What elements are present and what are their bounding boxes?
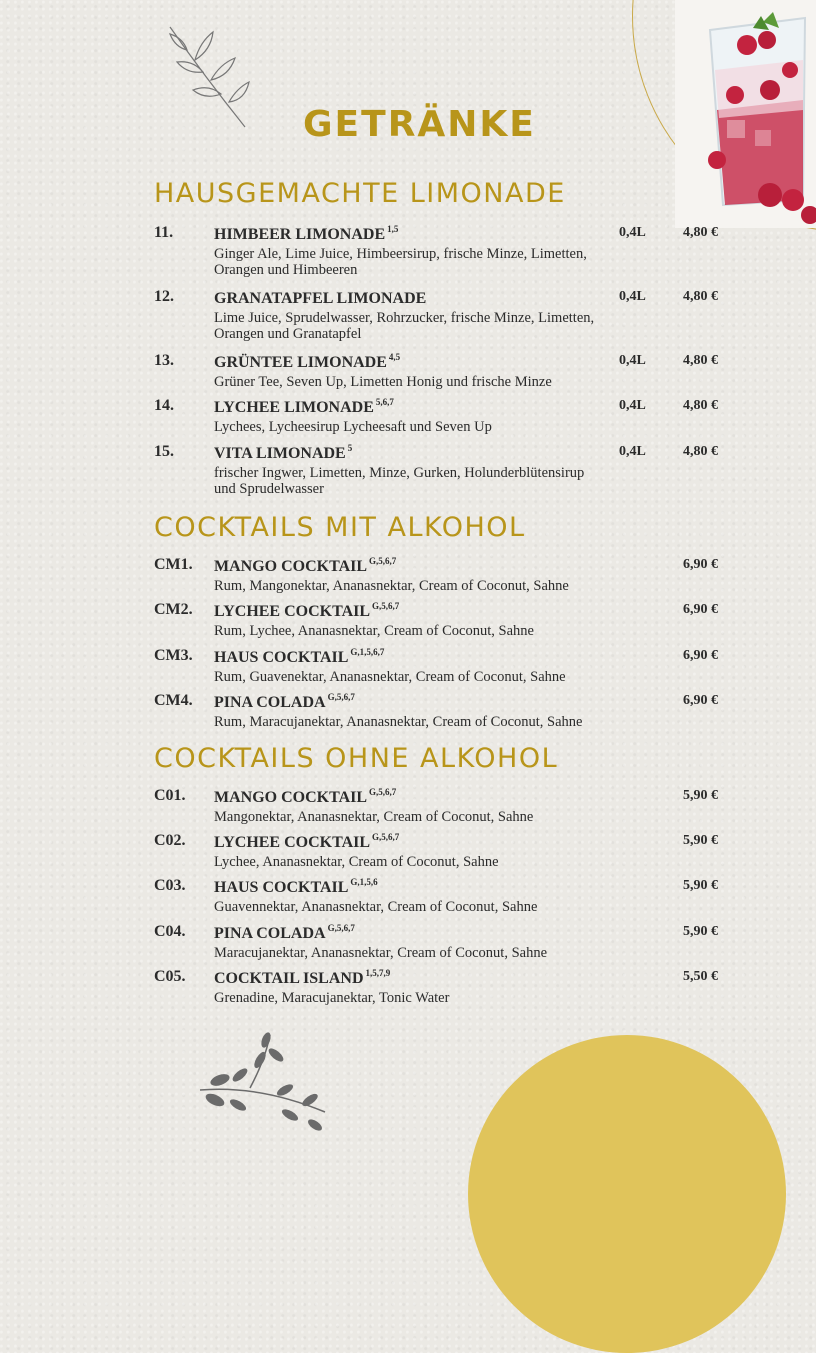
- item-description: Lychee, Ananasnektar, Cream of Coconut, Sahne: [214, 854, 499, 870]
- item-number: 11.: [154, 224, 174, 241]
- item-volume: 0,4L: [619, 353, 646, 368]
- item-name: LYCHEE COCKTAIL $^{G,5,6,7}$: [214, 601, 400, 620]
- item-price: 5,90 €: [683, 788, 718, 803]
- allergen-codes: 5: [347, 443, 353, 453]
- item-number: C05.: [154, 968, 186, 985]
- allergen-codes: G,1,5,6,7: [350, 647, 385, 657]
- item-name: LYCHEE COCKTAIL $^{G,5,6,7}$: [214, 832, 400, 851]
- item-number: C01.: [154, 787, 186, 804]
- item-number: 12.: [154, 288, 174, 305]
- item-description: Rum, Maracujanektar, Ananasnektar, Cream of Coconut, Sahne: [214, 714, 583, 730]
- leaf-branch-icon: [165, 22, 250, 132]
- item-price: 6,90 €: [683, 557, 718, 572]
- section-title: COCKTAILS OHNE ALKOHOL: [154, 743, 559, 774]
- allergen-codes: 1,5: [387, 224, 399, 234]
- item-number: 13.: [154, 352, 174, 369]
- allergen-codes: G,5,6,7: [369, 556, 397, 566]
- item-description: Guavennektar, Ananasnektar, Cream of Coconut, Sahne: [214, 899, 538, 915]
- item-price: 4,80 €: [683, 398, 718, 413]
- item-volume: 0,4L: [619, 444, 646, 459]
- item-name: HAUS COCKTAIL $^{G,1,5,6}$: [214, 877, 378, 896]
- item-price: 6,90 €: [683, 648, 718, 663]
- item-description: Grenadine, Maracujanektar, Tonic Water: [214, 990, 450, 1006]
- item-description: Rum, Mangonektar, Ananasnektar, Cream of Coconut, Sahne: [214, 578, 569, 594]
- item-price: 4,80 €: [683, 353, 718, 368]
- allergen-codes: 5,6,7: [375, 397, 394, 407]
- allergen-codes: G,5,6,7: [369, 787, 397, 797]
- item-number: CM1.: [154, 556, 193, 573]
- item-name: MANGO COCKTAIL $^{G,5,6,7}$: [214, 556, 397, 575]
- allergen-codes: G,1,5,6: [350, 877, 378, 887]
- item-number: C04.: [154, 923, 186, 940]
- item-name: HAUS COCKTAIL $^{G,1,5,6,7}$: [214, 647, 385, 666]
- item-number: 15.: [154, 443, 174, 460]
- item-price: 6,90 €: [683, 602, 718, 617]
- item-price: 5,90 €: [683, 924, 718, 939]
- allergen-codes: G,5,6,7: [372, 832, 400, 842]
- item-price: 4,80 €: [683, 444, 718, 459]
- allergen-codes: G,5,6,7: [327, 923, 355, 933]
- item-volume: 0,4L: [619, 225, 646, 240]
- page-title: GETRÄNKE: [303, 104, 536, 145]
- item-price: 6,90 €: [683, 693, 718, 708]
- item-description: Ginger Ale, Lime Juice, Himbeersirup, frische Minze, Limetten, Orangen und Himbeeren: [214, 246, 587, 278]
- item-description: Lychees, Lycheesirup Lycheesaft und Seven Up: [214, 419, 492, 435]
- item-description: Mangonektar, Ananasnektar, Cream of Coconut, Sahne: [214, 809, 534, 825]
- item-description: Grüner Tee, Seven Up, Limetten Honig und frische Minze: [214, 374, 552, 390]
- raspberry-lemonade-photo: [675, 0, 816, 228]
- item-name: MANGO COCKTAIL $^{G,5,6,7}$: [214, 787, 397, 806]
- item-name: PINA COLADA $^{G,5,6,7}$: [214, 923, 355, 942]
- item-number: CM2.: [154, 601, 193, 618]
- item-name: VITA LIMONADE $^5$: [214, 443, 353, 462]
- item-volume: 0,4L: [619, 398, 646, 413]
- item-price: 4,80 €: [683, 225, 718, 240]
- item-number: CM3.: [154, 647, 193, 664]
- item-name: GRANATAPFEL LIMONADE: [214, 290, 427, 307]
- item-name: HIMBEER LIMONADE $^{1,5}$: [214, 224, 399, 243]
- item-price: 5,90 €: [683, 833, 718, 848]
- item-description: Maracujanektar, Ananasnektar, Cream of Coconut, Sahne: [214, 945, 548, 961]
- allergen-codes: G,5,6,7: [372, 601, 400, 611]
- section-title: HAUSGEMACHTE LIMONADE: [154, 178, 566, 209]
- item-description: Rum, Guavenektar, Ananasnektar, Cream of Coconut, Sahne: [214, 669, 566, 685]
- item-description: Rum, Lychee, Ananasnektar, Cream of Coconut, Sahne: [214, 623, 534, 639]
- section-title: COCKTAILS MIT ALKOHOL: [154, 512, 526, 543]
- item-name: LYCHEE LIMONADE $^{5,6,7}$: [214, 397, 394, 416]
- item-name: GRÜNTEE LIMONADE $^{4,5}$: [214, 352, 401, 371]
- item-price: 5,50 €: [683, 969, 718, 984]
- item-number: C02.: [154, 832, 186, 849]
- item-number: C03.: [154, 877, 186, 894]
- allergen-codes: 4,5: [388, 352, 401, 362]
- decorative-yellow-circle: [468, 1035, 786, 1353]
- leaf-branch-icon: [190, 1030, 330, 1140]
- item-name: PINA COLADA $^{G,5,6,7}$: [214, 692, 355, 711]
- item-volume: 0,4L: [619, 289, 646, 304]
- item-name: COCKTAIL ISLAND $^{1,5,7,9}$: [214, 968, 391, 987]
- allergen-codes: 1,5,7,9: [365, 968, 391, 978]
- allergen-codes: G,5,6,7: [327, 692, 355, 702]
- item-number: CM4.: [154, 692, 193, 709]
- item-description: Lime Juice, Sprudelwasser, Rohrzucker, frische Minze, Limetten, Orangen und Granatapfel: [214, 310, 595, 342]
- item-price: 4,80 €: [683, 289, 718, 304]
- item-number: 14.: [154, 397, 174, 414]
- item-price: 5,90 €: [683, 878, 718, 893]
- item-description: frischer Ingwer, Limetten, Minze, Gurken, Holunderblütensirup und Sprudelwasser: [214, 465, 585, 497]
